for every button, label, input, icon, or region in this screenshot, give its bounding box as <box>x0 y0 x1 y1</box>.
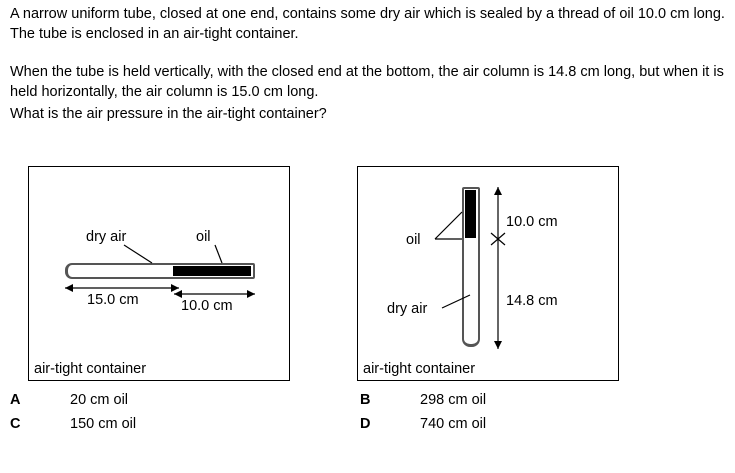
figure-horizontal-tube <box>28 166 290 381</box>
dimension-air-length-horizontal: 15.0 cm <box>87 292 139 308</box>
answer-options <box>10 392 710 440</box>
answer-text-a: 20 cm oil <box>70 392 129 408</box>
answer-option-b[interactable] <box>360 392 710 408</box>
figure-vertical-tube <box>357 166 619 381</box>
question-stem <box>10 4 726 124</box>
answer-option-d[interactable] <box>360 416 710 432</box>
question-paragraph-1: A narrow uniform tube, closed at one end, contains some dry air which is sealed by a thread of oil 10.0 cm long. The tube is enclosed in an air-tight container. <box>10 6 725 42</box>
answer-row <box>10 392 710 408</box>
answer-letter-c: C <box>10 416 21 432</box>
dimension-oil-length-vertical: 10.0 cm <box>506 214 558 230</box>
answer-letter-d: D <box>360 416 371 432</box>
dimension-oil-length-horizontal: 10.0 cm <box>181 298 233 314</box>
answer-row <box>10 416 710 432</box>
dimension-air-length-vertical: 14.8 cm <box>506 293 558 309</box>
answer-letter-a: A <box>10 392 21 408</box>
label-oil-vertical: oil <box>406 232 421 248</box>
caption-air-tight-container-horizontal: air-tight container <box>34 361 147 377</box>
answer-option-a[interactable] <box>10 392 360 408</box>
answer-text-c: 150 cm oil <box>70 416 137 432</box>
caption-air-tight-container-vertical: air-tight container <box>363 361 476 377</box>
figure-horizontal-annotations <box>29 167 289 380</box>
answer-letter-b: B <box>360 392 371 408</box>
answer-text-d: 740 cm oil <box>420 416 487 432</box>
label-dry-air-horizontal: dry air <box>86 229 127 245</box>
question-paragraph-3: What is the air pressure in the air-tight container? <box>10 106 327 122</box>
question-paragraph-2: When the tube is held vertically, with the closed end at the bottom, the air column is 14.8 cm long, but when it is held horizontally, the air column is 15.0 cm long. <box>10 64 724 100</box>
answer-option-c[interactable] <box>10 416 360 432</box>
label-dry-air-vertical: dry air <box>387 301 428 317</box>
answer-text-b: 298 cm oil <box>420 392 487 408</box>
figure-vertical-annotations <box>358 167 618 380</box>
label-oil-horizontal: oil <box>196 229 211 245</box>
